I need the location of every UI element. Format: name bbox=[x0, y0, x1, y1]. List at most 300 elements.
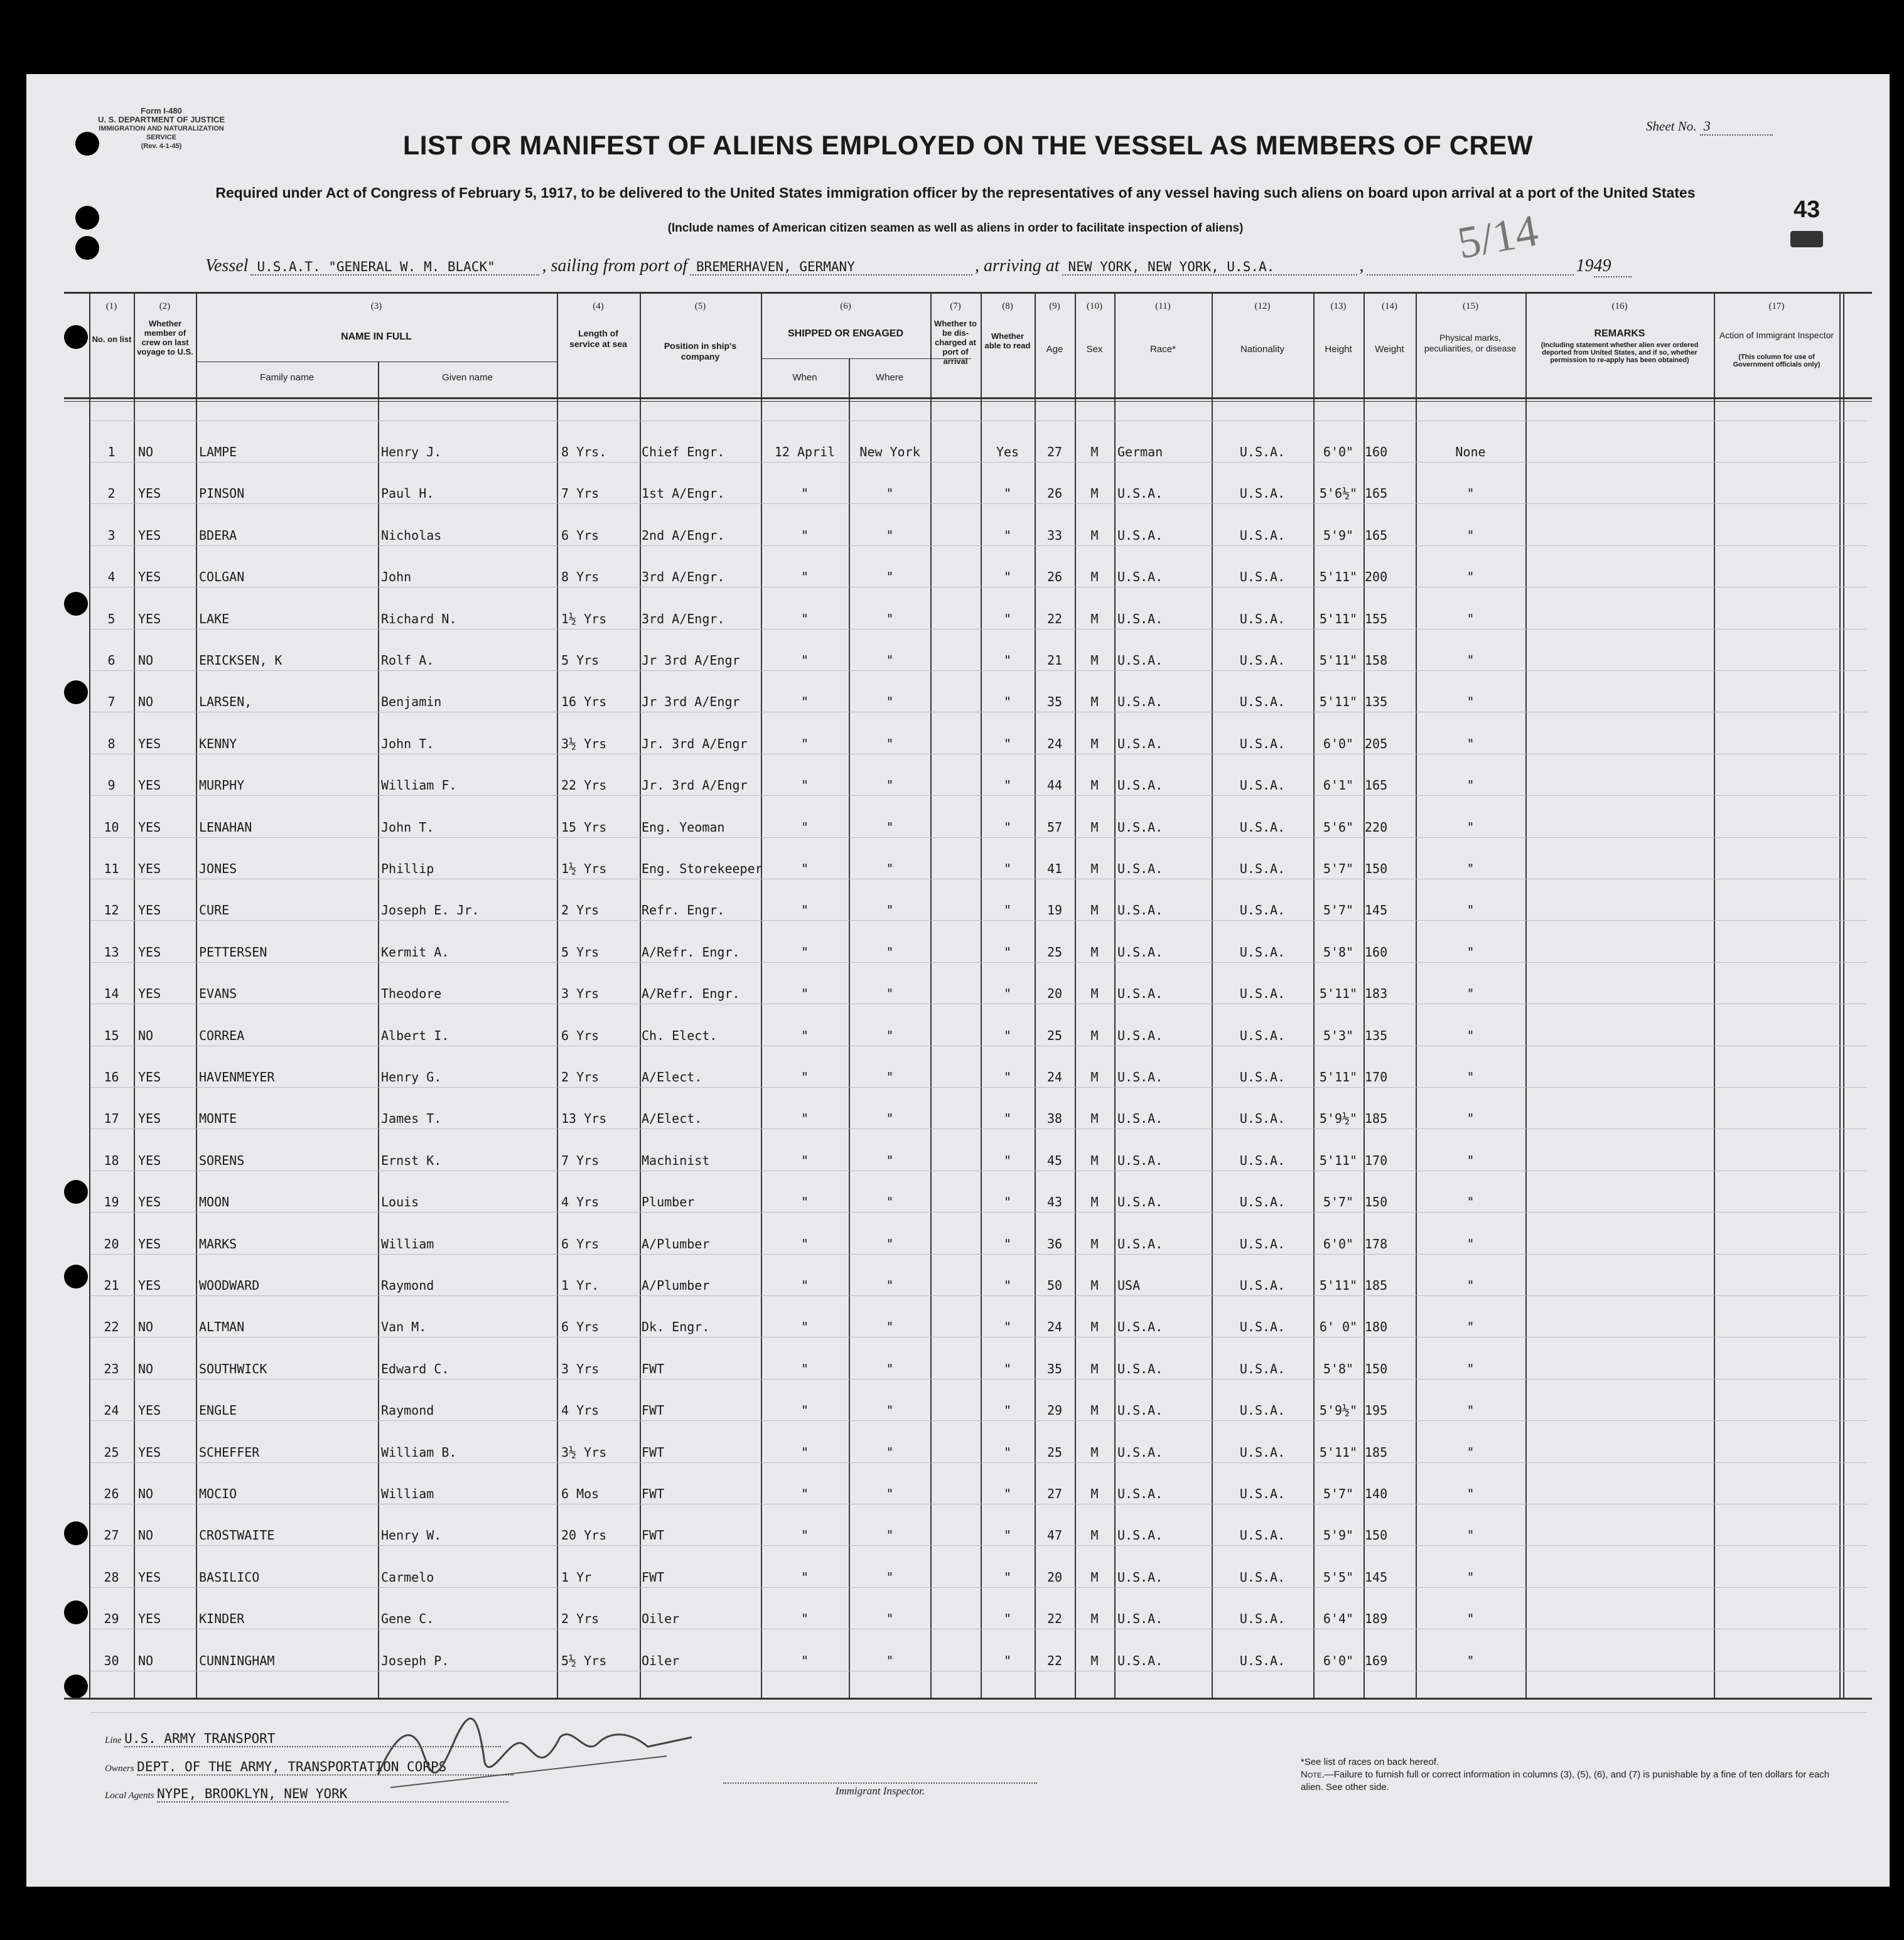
cell-family: JONES bbox=[199, 861, 237, 876]
cell-nat: U.S.A. bbox=[1239, 1111, 1286, 1127]
cell-phys: " bbox=[1466, 736, 1475, 751]
cell-prev: NO bbox=[138, 1653, 154, 1668]
cell-no: 28 bbox=[104, 1569, 119, 1585]
cell-given: Henry J. bbox=[381, 444, 442, 459]
cell-given: Kermit A. bbox=[381, 944, 449, 960]
cell-read: " bbox=[1003, 903, 1012, 918]
cell-family: LARSEN, bbox=[199, 694, 252, 710]
cell-race: U.S.A. bbox=[1117, 1194, 1163, 1210]
cell-service: 1 Yr. bbox=[561, 1278, 600, 1293]
cell-prev: YES bbox=[138, 1444, 161, 1460]
cell-age: 43 bbox=[1046, 1194, 1063, 1210]
cell-age: 33 bbox=[1046, 527, 1063, 543]
cell-race: U.S.A. bbox=[1117, 903, 1163, 918]
cell-family: ERICKSEN, K bbox=[199, 653, 282, 668]
cell-when: " bbox=[800, 778, 809, 793]
cell-position: FWT bbox=[642, 1403, 665, 1418]
cell-when: " bbox=[800, 1111, 809, 1127]
cell-height: 5'11" bbox=[1319, 1069, 1358, 1085]
cell-weight: 165 bbox=[1365, 486, 1388, 501]
cell-when: " bbox=[800, 1027, 809, 1043]
ruled-line bbox=[90, 920, 1867, 921]
hdr-shipped: SHIPPED OR ENGAGED bbox=[787, 328, 904, 339]
cell-no: 24 bbox=[104, 1403, 119, 1418]
cell-nat: U.S.A. bbox=[1239, 611, 1286, 626]
cell-read: " bbox=[1003, 1111, 1012, 1127]
cell-sex: M bbox=[1090, 1236, 1099, 1251]
cell-family: CURE bbox=[199, 903, 230, 918]
col-num-9: (9) bbox=[1049, 301, 1060, 311]
cell-read: " bbox=[1003, 611, 1012, 626]
line-label: Line bbox=[105, 1735, 122, 1745]
cell-age: 19 bbox=[1046, 903, 1063, 918]
cell-no: 15 bbox=[104, 1027, 119, 1043]
cell-given: Carmelo bbox=[381, 1569, 434, 1585]
cell-sex: M bbox=[1090, 1027, 1099, 1043]
cell-position: 3rd A/Engr. bbox=[642, 569, 725, 585]
agents-label: Local Agents bbox=[105, 1791, 154, 1801]
cell-no: 13 bbox=[104, 944, 119, 960]
cell-prev: YES bbox=[138, 1194, 161, 1210]
col-num-7: (7) bbox=[950, 301, 961, 311]
page-title: LIST OR MANIFEST OF ALIENS EMPLOYED ON THE VESSEL AS MEMBERS OF CREW bbox=[402, 131, 1534, 161]
cell-prev: YES bbox=[138, 778, 161, 793]
cell-height: 5'11" bbox=[1319, 986, 1358, 1002]
page-subtitle: Required under Act of Congress of February 5, 1917, to be delivered to the United States immigration officer by the representatives of any vessel having such aliens on board upon arrival at a port of the United States bbox=[215, 185, 1696, 201]
cell-prev: NO bbox=[138, 444, 154, 459]
cell-nat: U.S.A. bbox=[1239, 1069, 1286, 1085]
col-num-2: (2) bbox=[159, 301, 171, 311]
cell-position: Ch. Elect. bbox=[642, 1027, 718, 1043]
cell-position: A/Elect. bbox=[642, 1069, 702, 1085]
cell-sex: M bbox=[1090, 611, 1099, 626]
cell-given: Henry W. bbox=[381, 1528, 442, 1543]
cell-where: " bbox=[886, 569, 894, 585]
cell-nat: U.S.A. bbox=[1239, 527, 1286, 543]
cell-given: John T. bbox=[381, 819, 434, 835]
cell-height: 6'0" bbox=[1323, 1236, 1354, 1251]
note-text: —Failure to furnish full or correct information in columns (3), (5), (6), and (7) is punishable by a fine of ten dollars for each alien. See other side. bbox=[1301, 1769, 1830, 1793]
cell-given: Joseph P. bbox=[381, 1653, 449, 1668]
cell-prev: NO bbox=[138, 653, 154, 668]
cell-when: " bbox=[800, 903, 809, 918]
cell-read: " bbox=[1003, 569, 1012, 585]
cell-height: 5'9½" bbox=[1319, 1111, 1358, 1127]
cell-position: 2nd A/Engr. bbox=[642, 527, 725, 543]
cell-phys: " bbox=[1466, 1027, 1475, 1043]
ruled-line bbox=[90, 1295, 1867, 1296]
cell-height: 5'7" bbox=[1323, 903, 1354, 918]
cell-prev: YES bbox=[138, 486, 161, 501]
cell-weight: 150 bbox=[1365, 861, 1388, 876]
cell-sex: M bbox=[1090, 1611, 1099, 1627]
cell-given: Albert I. bbox=[381, 1027, 449, 1043]
cell-age: 22 bbox=[1046, 611, 1063, 626]
cell-position: Machinist bbox=[642, 1152, 710, 1168]
cell-read: " bbox=[1003, 653, 1012, 668]
hdr-race: Race* bbox=[1150, 344, 1176, 355]
cell-age: 21 bbox=[1046, 653, 1063, 668]
cell-read: " bbox=[1003, 1278, 1012, 1293]
cell-age: 25 bbox=[1046, 1027, 1063, 1043]
cell-given: Theodore bbox=[381, 986, 442, 1002]
cell-prev: YES bbox=[138, 861, 161, 876]
cell-where: " bbox=[886, 736, 894, 751]
vessel-label: Vessel bbox=[205, 256, 249, 276]
cell-position: FWT bbox=[642, 1486, 665, 1501]
cell-race: U.S.A. bbox=[1117, 1152, 1163, 1168]
cell-family: KENNY bbox=[199, 736, 237, 751]
cell-age: 44 bbox=[1046, 778, 1063, 793]
cell-service: 4 Yrs bbox=[561, 1194, 600, 1210]
cell-height: 5'7" bbox=[1323, 1486, 1354, 1501]
cell-no: 21 bbox=[104, 1278, 119, 1293]
cell-family: ALTMAN bbox=[199, 1319, 245, 1335]
cell-height: 5'3" bbox=[1323, 1027, 1354, 1043]
cell-nat: U.S.A. bbox=[1239, 1569, 1286, 1585]
hdr-family-name: Family name bbox=[260, 372, 314, 383]
hdr-age: Age bbox=[1046, 344, 1063, 355]
cell-nat: U.S.A. bbox=[1239, 1278, 1286, 1293]
cell-sex: M bbox=[1090, 653, 1099, 668]
cell-prev: YES bbox=[138, 819, 161, 835]
cell-age: 45 bbox=[1046, 1152, 1063, 1168]
cell-position: Chief Engr. bbox=[642, 444, 725, 459]
hdr-action: Action of Immigrant Inspector bbox=[1719, 330, 1834, 340]
cell-service: 4 Yrs bbox=[561, 1403, 600, 1418]
cell-given: Raymond bbox=[381, 1403, 434, 1418]
cell-phys: " bbox=[1466, 1069, 1475, 1085]
cell-nat: U.S.A. bbox=[1239, 1403, 1286, 1418]
cell-position: FWT bbox=[642, 1528, 665, 1543]
cell-phys: " bbox=[1466, 1194, 1475, 1210]
cell-nat: U.S.A. bbox=[1239, 944, 1286, 960]
cell-service: 6 Mos bbox=[561, 1486, 600, 1501]
col-num-12: (12) bbox=[1254, 301, 1271, 311]
page-number: 43 bbox=[1794, 196, 1821, 223]
cell-read: " bbox=[1003, 1403, 1012, 1418]
cell-read: Yes bbox=[996, 444, 1019, 459]
cell-age: 26 bbox=[1046, 569, 1063, 585]
cell-nat: U.S.A. bbox=[1239, 569, 1286, 585]
cell-given: Louis bbox=[381, 1194, 419, 1210]
cell-age: 29 bbox=[1046, 1403, 1063, 1418]
col-num-8: (8) bbox=[1002, 301, 1013, 311]
cell-family: LAKE bbox=[199, 611, 230, 626]
ruled-line bbox=[90, 670, 1867, 671]
cell-height: 6'0" bbox=[1323, 1653, 1354, 1668]
cell-given: Joseph E. Jr. bbox=[381, 903, 480, 918]
cell-sex: M bbox=[1090, 1361, 1099, 1376]
cell-prev: YES bbox=[138, 736, 161, 751]
cell-position: FWT bbox=[642, 1444, 665, 1460]
cell-given: William F. bbox=[381, 778, 457, 793]
cell-phys: " bbox=[1466, 1569, 1475, 1585]
cell-given: Benjamin bbox=[381, 694, 442, 710]
col-num-1: (1) bbox=[105, 301, 117, 311]
cell-race: U.S.A. bbox=[1117, 778, 1163, 793]
cell-nat: U.S.A. bbox=[1239, 694, 1286, 710]
cell-family: PETTERSEN bbox=[199, 944, 267, 960]
cell-family: HAVENMEYER bbox=[199, 1069, 275, 1085]
cell-service: 6 Yrs bbox=[561, 527, 600, 543]
cell-prev: YES bbox=[138, 611, 161, 626]
cell-nat: U.S.A. bbox=[1239, 486, 1286, 501]
cell-where: " bbox=[886, 694, 894, 710]
cell-when: " bbox=[800, 736, 809, 751]
cell-height: 6' 0" bbox=[1319, 1319, 1358, 1335]
cell-prev: YES bbox=[138, 1403, 161, 1418]
cell-where: " bbox=[886, 861, 894, 876]
cell-race: U.S.A. bbox=[1117, 736, 1163, 751]
cell-age: 25 bbox=[1046, 944, 1063, 960]
cell-no: 4 bbox=[107, 569, 116, 585]
cell-height: 6'1" bbox=[1323, 778, 1354, 793]
cell-given: Henry G. bbox=[381, 1069, 442, 1085]
cell-phys: " bbox=[1466, 778, 1475, 793]
cell-family: WOODWARD bbox=[199, 1278, 260, 1293]
cell-read: " bbox=[1003, 1653, 1012, 1668]
cell-position: Dk. Engr. bbox=[642, 1319, 710, 1335]
cell-no: 7 bbox=[107, 694, 116, 710]
hdr-weight: Weight bbox=[1375, 344, 1404, 355]
col-num-10: (10) bbox=[1087, 301, 1102, 311]
cell-position: Plumber bbox=[642, 1194, 695, 1210]
hdr-position: Position in ship's company bbox=[664, 341, 737, 362]
cell-prev: YES bbox=[138, 1152, 161, 1168]
cell-nat: U.S.A. bbox=[1239, 1236, 1286, 1251]
cell-family: CORREA bbox=[199, 1027, 245, 1043]
cell-age: 24 bbox=[1046, 736, 1063, 751]
col-num-6: (6) bbox=[840, 301, 851, 311]
cell-nat: U.S.A. bbox=[1239, 736, 1286, 751]
cell-family: COLGAN bbox=[199, 569, 245, 585]
cell-race: U.S.A. bbox=[1117, 819, 1163, 835]
cell-no: 20 bbox=[104, 1236, 119, 1251]
cell-read: " bbox=[1003, 486, 1012, 501]
cell-height: 6'0" bbox=[1323, 736, 1354, 751]
cell-race: USA bbox=[1117, 1278, 1141, 1293]
cell-age: 47 bbox=[1046, 1528, 1063, 1543]
cell-position: Jr. 3rd A/Engr bbox=[642, 778, 748, 793]
cell-position: Eng. Storekeeper bbox=[642, 861, 763, 876]
cell-nat: U.S.A. bbox=[1239, 1486, 1286, 1501]
cell-prev: NO bbox=[138, 1361, 154, 1376]
cell-family: MONTE bbox=[199, 1111, 237, 1127]
cell-where: " bbox=[886, 944, 894, 960]
cell-phys: " bbox=[1466, 653, 1475, 668]
cell-race: U.S.A. bbox=[1117, 1111, 1163, 1127]
cell-read: " bbox=[1003, 986, 1012, 1002]
cell-sex: M bbox=[1090, 903, 1099, 918]
cell-when: " bbox=[800, 1569, 809, 1585]
cell-no: 29 bbox=[104, 1611, 119, 1627]
cell-nat: U.S.A. bbox=[1239, 1528, 1286, 1543]
cell-position: FWT bbox=[642, 1569, 665, 1585]
cell-where: " bbox=[886, 1319, 894, 1335]
cell-age: 36 bbox=[1046, 1236, 1063, 1251]
cell-prev: YES bbox=[138, 1569, 161, 1585]
cell-weight: 160 bbox=[1365, 444, 1388, 459]
cell-weight: 220 bbox=[1365, 819, 1388, 835]
cell-phys: " bbox=[1466, 1361, 1475, 1376]
cell-sex: M bbox=[1090, 569, 1099, 585]
cell-where: " bbox=[886, 1152, 894, 1168]
cell-sex: M bbox=[1090, 1569, 1099, 1585]
cell-age: 20 bbox=[1046, 1569, 1063, 1585]
cell-when: " bbox=[800, 1278, 809, 1293]
cell-weight: 165 bbox=[1365, 778, 1388, 793]
hdr-remarks-sub: (Including statement whether alien ever ordered deported from United States, and if so, whether permission to re-apply has been obtained) bbox=[1541, 341, 1699, 364]
cell-position: Jr 3rd A/Engr bbox=[642, 694, 740, 710]
agents-value: NYPE, BROOKLYN, NEW YORK bbox=[157, 1786, 508, 1803]
cell-weight: 150 bbox=[1365, 1194, 1388, 1210]
cell-family: ENGLE bbox=[199, 1403, 237, 1418]
cell-no: 8 bbox=[107, 736, 116, 751]
cell-service: 8 Yrs bbox=[561, 569, 600, 585]
cell-no: 26 bbox=[104, 1486, 119, 1501]
form-revision: (Rev. 4-1-45) bbox=[141, 142, 182, 150]
cell-sex: M bbox=[1090, 778, 1099, 793]
cell-family: MARKS bbox=[199, 1236, 237, 1251]
note-label: Note. bbox=[1301, 1769, 1325, 1780]
cell-no: 3 bbox=[107, 527, 116, 543]
cell-no: 2 bbox=[107, 486, 116, 501]
cell-read: " bbox=[1003, 1194, 1012, 1210]
cell-age: 24 bbox=[1046, 1319, 1063, 1335]
cell-position: 3rd A/Engr. bbox=[642, 611, 725, 626]
cell-weight: 189 bbox=[1365, 1611, 1388, 1627]
cell-no: 30 bbox=[104, 1653, 119, 1668]
cell-service: 3 Yrs bbox=[561, 1361, 600, 1376]
cell-where: " bbox=[886, 486, 894, 501]
cell-height: 5'9" bbox=[1323, 1528, 1354, 1543]
sailing-from: BREMERHAVEN, GERMANY bbox=[690, 259, 972, 276]
cell-prev: YES bbox=[138, 903, 161, 918]
cell-race: U.S.A. bbox=[1117, 1486, 1163, 1501]
cell-given: Edward C. bbox=[381, 1361, 449, 1376]
cell-given: William B. bbox=[381, 1444, 457, 1460]
cell-phys: " bbox=[1466, 1611, 1475, 1627]
cell-given: Gene C. bbox=[381, 1611, 434, 1627]
cell-family: BDERA bbox=[199, 527, 237, 543]
cell-age: 35 bbox=[1046, 1361, 1063, 1376]
cell-prev: YES bbox=[138, 1236, 161, 1251]
races-note: *See list of races on back hereof. bbox=[1301, 1757, 1439, 1767]
cell-age: 26 bbox=[1046, 486, 1063, 501]
owners-label: Owners bbox=[105, 1764, 134, 1774]
cell-age: 57 bbox=[1046, 819, 1063, 835]
cell-race: U.S.A. bbox=[1117, 1569, 1163, 1585]
cell-family: SOUTHWICK bbox=[199, 1361, 267, 1376]
cell-when: " bbox=[800, 1528, 809, 1543]
cell-sex: M bbox=[1090, 944, 1099, 960]
cell-no: 1 bbox=[107, 444, 116, 459]
cell-nat: U.S.A. bbox=[1239, 903, 1286, 918]
cell-sex: M bbox=[1090, 1111, 1099, 1127]
cell-where: " bbox=[886, 611, 894, 626]
cell-family: SCHEFFER bbox=[199, 1444, 260, 1460]
ruled-line bbox=[90, 1087, 1867, 1088]
cell-given: Nicholas bbox=[381, 527, 442, 543]
hdr-length-service: Length of service at sea bbox=[569, 328, 627, 349]
cell-height: 5'5" bbox=[1323, 1569, 1354, 1585]
year-suffix: 49 bbox=[1594, 256, 1632, 277]
cell-no: 22 bbox=[104, 1319, 119, 1335]
cell-weight: 200 bbox=[1365, 569, 1388, 585]
cell-nat: U.S.A. bbox=[1239, 1444, 1286, 1460]
hdr-action-sub: (This column for use of Government officials only) bbox=[1733, 353, 1821, 368]
cell-when: " bbox=[800, 653, 809, 668]
cell-service: 20 Yrs bbox=[561, 1528, 607, 1543]
cell-nat: U.S.A. bbox=[1239, 778, 1286, 793]
cell-height: 5'9½" bbox=[1319, 1403, 1358, 1418]
cell-phys: " bbox=[1466, 1319, 1475, 1335]
cell-family: BASILICO bbox=[199, 1569, 260, 1585]
cell-sex: M bbox=[1090, 486, 1099, 501]
cell-service: 16 Yrs bbox=[561, 694, 607, 710]
cell-no: 14 bbox=[104, 986, 119, 1002]
cell-phys: " bbox=[1466, 1486, 1475, 1501]
cell-given: John bbox=[381, 569, 412, 585]
cell-nat: U.S.A. bbox=[1239, 1194, 1286, 1210]
cell-where: " bbox=[886, 1361, 894, 1376]
cell-read: " bbox=[1003, 527, 1012, 543]
col-num-17: (17) bbox=[1768, 301, 1785, 311]
cell-service: 7 Yrs bbox=[561, 1152, 600, 1168]
col-num-5: (5) bbox=[694, 301, 706, 311]
cell-weight: 158 bbox=[1365, 653, 1388, 668]
cell-sex: M bbox=[1090, 1486, 1099, 1501]
cell-race: U.S.A. bbox=[1117, 486, 1163, 501]
cell-position: A/Refr. Engr. bbox=[642, 944, 740, 960]
cell-prev: YES bbox=[138, 986, 161, 1002]
ruled-line bbox=[90, 462, 1867, 463]
cell-nat: U.S.A. bbox=[1239, 1152, 1286, 1168]
cell-when: " bbox=[800, 1403, 809, 1418]
cell-service: 3½ Yrs bbox=[561, 1444, 607, 1460]
ruled-line bbox=[90, 837, 1867, 838]
cell-where: New York bbox=[859, 444, 920, 459]
cell-race: U.S.A. bbox=[1117, 944, 1163, 960]
arriving-label: , arriving at bbox=[974, 256, 1060, 276]
cell-where: " bbox=[886, 653, 894, 668]
cell-given: James T. bbox=[381, 1111, 442, 1127]
cell-when: " bbox=[800, 986, 809, 1002]
cell-height: 5'11" bbox=[1319, 694, 1358, 710]
cell-height: 5'11" bbox=[1319, 611, 1358, 626]
cell-family: PINSON bbox=[199, 486, 245, 501]
cell-service: 13 Yrs bbox=[561, 1111, 607, 1127]
cell-where: " bbox=[886, 1069, 894, 1085]
hdr-able-read: Whether able to read bbox=[984, 331, 1031, 350]
cell-phys: " bbox=[1466, 944, 1475, 960]
cell-race: U.S.A. bbox=[1117, 1069, 1163, 1085]
cell-age: 27 bbox=[1046, 1486, 1063, 1501]
cell-prev: NO bbox=[138, 1486, 154, 1501]
cell-when: " bbox=[800, 1236, 809, 1251]
cell-no: 12 bbox=[104, 903, 119, 918]
cell-race: U.S.A. bbox=[1117, 1027, 1163, 1043]
cell-no: 9 bbox=[107, 778, 116, 793]
cell-no: 23 bbox=[104, 1361, 119, 1376]
cell-weight: 145 bbox=[1365, 903, 1388, 918]
cell-race: U.S.A. bbox=[1117, 1319, 1163, 1335]
cell-weight: 150 bbox=[1365, 1528, 1388, 1543]
cell-phys: " bbox=[1466, 1444, 1475, 1460]
cell-age: 35 bbox=[1046, 694, 1063, 710]
cell-sex: M bbox=[1090, 527, 1099, 543]
